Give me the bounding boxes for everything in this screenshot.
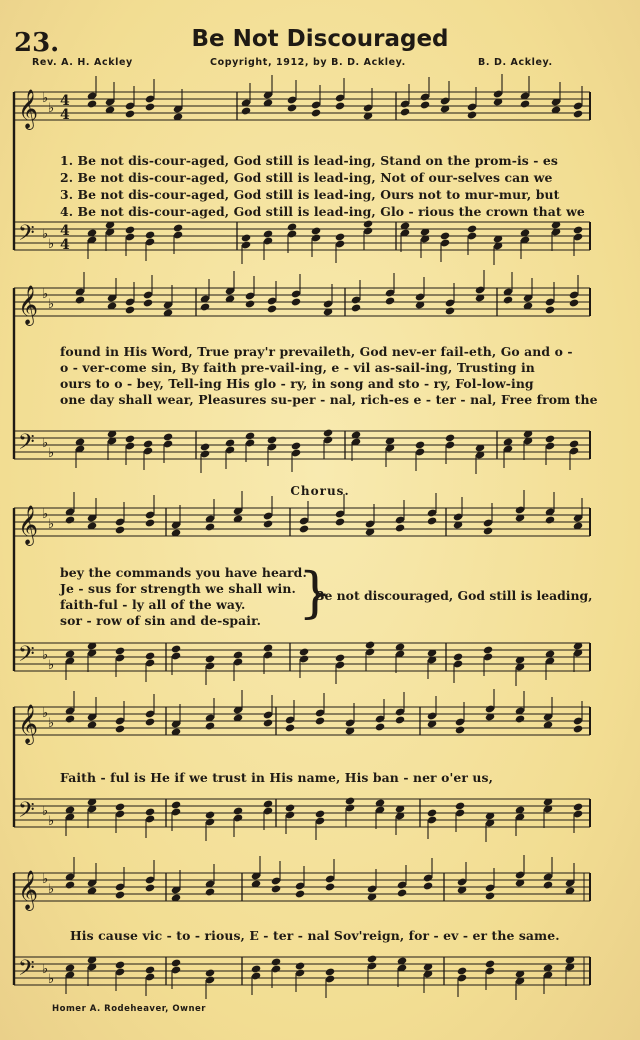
treble-note xyxy=(397,888,407,897)
chorus-refrain: Be not discouraged, God still is leading, xyxy=(314,588,593,603)
bass-note xyxy=(173,223,183,232)
time-signature: 4 xyxy=(60,93,70,109)
bass-note xyxy=(345,796,355,805)
bass-clef-icon: 𝄢 xyxy=(18,221,35,251)
bass-note xyxy=(115,802,125,811)
bass-note xyxy=(335,653,345,662)
bass-note xyxy=(245,431,255,440)
treble-note xyxy=(423,881,433,890)
flat-icon: ♭ xyxy=(48,882,55,897)
bass-note xyxy=(263,229,273,238)
treble-note xyxy=(65,880,75,889)
treble-note xyxy=(400,107,410,116)
treble-note xyxy=(267,304,277,313)
verse-4-line-2: one day shall wear, Pleasures su-per - nal, rich-es e - ter - nal, Free from the xyxy=(60,392,598,407)
bass-note xyxy=(205,810,215,819)
flat-icon: ♭ xyxy=(48,237,55,252)
treble-note xyxy=(520,99,530,108)
treble-clef-icon: 𝄞 xyxy=(18,505,39,545)
treble-note xyxy=(205,721,215,730)
treble-note xyxy=(115,890,125,899)
bass-note xyxy=(573,225,583,234)
treble-note xyxy=(145,883,155,892)
bass-note xyxy=(483,645,493,654)
flat-icon: ♭ xyxy=(42,804,49,819)
treble-note xyxy=(385,296,395,305)
bass-note xyxy=(569,439,579,448)
bass-note xyxy=(263,643,273,652)
treble-note xyxy=(200,302,210,311)
treble-note xyxy=(125,109,135,118)
treble-note xyxy=(143,298,153,307)
bass-note xyxy=(545,434,555,443)
treble-note xyxy=(455,725,465,734)
bass-note xyxy=(453,652,463,661)
bass-note xyxy=(125,225,135,234)
flat-icon: ♭ xyxy=(48,101,55,116)
treble-note xyxy=(543,880,553,889)
time-signature: 4 xyxy=(60,237,70,253)
verse-3-line-1: 3. Be not dis-cour-aged, God still is lead-ing, Ours not to mur-mur, but xyxy=(60,187,560,202)
bass-note xyxy=(363,219,373,228)
bass-clef-icon: 𝄢 xyxy=(18,430,35,460)
verse-4-line-1: 4. Be not dis-cour-aged, God still is lead-ing, Glo - rious the crown that we xyxy=(60,204,585,219)
treble-note xyxy=(287,103,297,112)
bass-note xyxy=(295,961,305,970)
treble-note xyxy=(205,522,215,531)
bass-note xyxy=(115,646,125,655)
treble-note xyxy=(427,516,437,525)
verse-4-line-3: sor - row of sin and de-spair. xyxy=(60,613,262,628)
treble-note xyxy=(295,889,305,898)
bass-note xyxy=(163,432,173,441)
treble-clef-icon: 𝄞 xyxy=(18,704,39,744)
flat-icon: ♭ xyxy=(48,716,55,731)
flat-icon: ♭ xyxy=(48,517,55,532)
flat-icon: ♭ xyxy=(42,507,49,522)
bass-note xyxy=(251,964,261,973)
flat-icon: ♭ xyxy=(42,648,49,663)
bass-note xyxy=(455,801,465,810)
bass-note xyxy=(325,967,335,976)
treble-note xyxy=(315,716,325,725)
bass-note xyxy=(367,954,377,963)
treble-note xyxy=(335,101,345,110)
treble-clef-icon: 𝄞 xyxy=(18,285,39,325)
bass-note xyxy=(427,808,437,817)
treble-note xyxy=(65,714,75,723)
bass-note xyxy=(287,222,297,231)
flat-icon: ♭ xyxy=(42,962,49,977)
bass-note xyxy=(299,647,309,656)
treble-note xyxy=(445,306,455,315)
treble-note xyxy=(545,305,555,314)
composer-credit: B. D. Ackley. xyxy=(478,57,553,68)
treble-note xyxy=(515,714,525,723)
verse-2-line-3: Je - sus for strength we shall win. xyxy=(60,581,296,596)
bass-note xyxy=(365,640,375,649)
treble-note xyxy=(569,298,579,307)
treble-note xyxy=(573,109,583,118)
bass-note xyxy=(440,231,450,240)
treble-note xyxy=(65,515,75,524)
flat-icon: ♭ xyxy=(48,814,55,829)
bass-note xyxy=(145,230,155,239)
verse-1-line-2: found in His Word, True pray'r prevaileth, God nev-er fail-eth, Go and o - xyxy=(60,344,573,359)
bass-note xyxy=(285,803,295,812)
bass-note xyxy=(323,428,333,437)
treble-clef-icon: 𝄞 xyxy=(18,89,39,129)
treble-note xyxy=(420,100,430,109)
bass-note xyxy=(171,958,181,967)
treble-note xyxy=(335,517,345,526)
verse-3-line-2: ours to o - bey, Tell-ing His glo - ry, in song and sto - ry, Fol-low-ing xyxy=(60,376,534,391)
bass-note xyxy=(315,809,325,818)
bass-note xyxy=(145,965,155,974)
bass-note xyxy=(467,224,477,233)
flat-icon: ♭ xyxy=(48,658,55,673)
treble-note xyxy=(503,295,513,304)
treble-note xyxy=(241,106,251,115)
flat-icon: ♭ xyxy=(42,872,49,887)
verse-3-line-3: faith-ful - ly all of the way. xyxy=(60,597,246,612)
treble-clef-icon: 𝄞 xyxy=(18,870,39,910)
bass-clef-icon: 𝄢 xyxy=(18,642,35,672)
bass-note xyxy=(241,233,251,242)
bass-note xyxy=(205,968,215,977)
verse-2-line-2: o - ver-come sin, By faith pre-vail-ing, e - vil as-sail-ing, Trusting in xyxy=(60,360,535,375)
flat-icon: ♭ xyxy=(42,287,49,302)
verse-2-line-1: 2. Be not dis-cour-aged, God still is lead-ing, Not of our-selves can we xyxy=(60,170,553,185)
treble-note xyxy=(545,515,555,524)
treble-note xyxy=(205,887,215,896)
bass-note xyxy=(171,800,181,809)
verse-1-line-1: 1. Be not dis-cour-aged, God still is lead-ing, Stand on the prom-is - es xyxy=(60,153,558,168)
treble-note xyxy=(467,110,477,119)
owner-notice: Homer A. Rodeheaver, Owner xyxy=(52,1004,206,1014)
bass-note xyxy=(291,441,301,450)
flat-icon: ♭ xyxy=(42,706,49,721)
bass-clef-icon: 𝄢 xyxy=(18,798,35,828)
bass-note xyxy=(271,957,281,966)
treble-note xyxy=(125,305,135,314)
flat-icon: ♭ xyxy=(42,436,49,451)
hymn-title: Be Not Discouraged xyxy=(191,26,449,52)
treble-note xyxy=(75,295,85,304)
bass-note xyxy=(125,434,135,443)
copyright-notice: Copyright, 1912, by B. D. Ackley. xyxy=(210,57,406,68)
author-credit: Rev. A. H. Ackley xyxy=(32,57,133,68)
treble-note xyxy=(263,519,273,528)
bass-note xyxy=(311,226,321,235)
treble-note xyxy=(145,717,155,726)
bass-note xyxy=(205,654,215,663)
bass-note xyxy=(233,650,243,659)
treble-note xyxy=(311,108,321,117)
treble-note xyxy=(291,297,301,306)
bass-note xyxy=(263,799,273,808)
verse-brace: } xyxy=(298,561,333,624)
treble-note xyxy=(573,724,583,733)
bass-note xyxy=(267,435,277,444)
flat-icon: ♭ xyxy=(42,91,49,106)
treble-note xyxy=(145,518,155,527)
treble-note xyxy=(271,884,281,893)
treble-note xyxy=(485,891,495,900)
treble-note xyxy=(263,718,273,727)
treble-note xyxy=(395,523,405,532)
bass-note xyxy=(335,232,345,241)
treble-note xyxy=(325,882,335,891)
hymn-number: 23. xyxy=(14,28,60,58)
bass-clef-icon: 𝄢 xyxy=(18,956,35,986)
treble-note xyxy=(395,715,405,724)
treble-note xyxy=(115,525,125,534)
bass-note xyxy=(145,807,155,816)
chorus-label: Chorus. xyxy=(290,484,350,498)
treble-note xyxy=(115,724,125,733)
bass-note xyxy=(415,440,425,449)
bass-note xyxy=(485,959,495,968)
flat-icon: ♭ xyxy=(48,297,55,312)
treble-note xyxy=(145,102,155,111)
bass-note xyxy=(457,966,467,975)
bass-note xyxy=(143,439,153,448)
bass-note xyxy=(200,442,210,451)
bass-note xyxy=(573,802,583,811)
treble-note xyxy=(299,524,309,533)
flat-icon: ♭ xyxy=(48,446,55,461)
bass-note xyxy=(233,806,243,815)
bass-note xyxy=(145,651,155,660)
treble-note xyxy=(285,723,295,732)
treble-note xyxy=(245,299,255,308)
verse-1-line-3: bey the commands you have heard. xyxy=(60,565,307,580)
treble-note xyxy=(375,722,385,731)
bass-note xyxy=(171,644,181,653)
chorus-line-1: Faith - ful is He if we trust in His name, His ban - ner o'er us, xyxy=(60,770,493,785)
bass-note xyxy=(225,438,235,447)
bass-note xyxy=(115,960,125,969)
treble-note xyxy=(483,526,493,535)
chorus-line-2: His cause vic - to - rious, E - ter - nal Sov'reign, for - ev - er the same. xyxy=(70,928,560,943)
flat-icon: ♭ xyxy=(48,972,55,987)
treble-note xyxy=(87,99,97,108)
time-signature: 4 xyxy=(60,223,70,239)
flat-icon: ♭ xyxy=(42,227,49,242)
time-signature: 4 xyxy=(60,107,70,123)
bass-note xyxy=(445,433,455,442)
treble-note xyxy=(351,303,361,312)
